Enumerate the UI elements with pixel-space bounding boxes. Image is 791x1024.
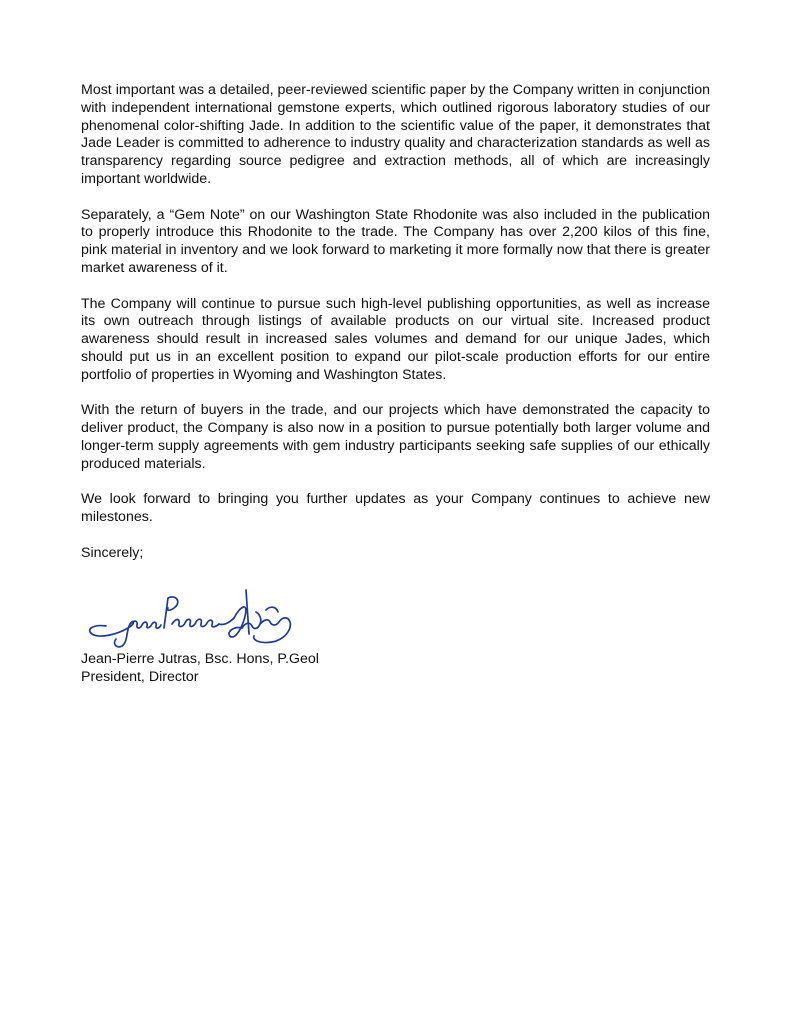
- signature-block: [81, 651, 319, 687]
- handwritten-signature: [84, 584, 304, 652]
- paragraph-future-updates: We look forward to bringing you further updates as your Company continues to achieve new milestones.: [81, 491, 710, 526]
- signer-title: President, Director: [81, 668, 199, 685]
- paragraph-gem-note: Separately, a “Gem Note” on our Washington State Rhodonite was also included in the publication to properly introduce this Rhodonite to the trade. The Company has over 2,200 kilos of this fine, pink material in inventory and we look forward to marketing it more formally now that there is greater market awareness of it.: [81, 206, 710, 276]
- paragraph-supply-agreements: With the return of buyers in the trade, and our projects which have demonstrated the capacity to deliver product, the Company is also now in a position to pursue potentially both larger volume and longer-term supply agreements with gem industry participants seeking safe supplies of our ethically produced materials.: [81, 402, 710, 472]
- signer-name: Jean-Pierre Jutras, Bsc. Hons, P.Geol: [81, 651, 319, 667]
- paragraph-publishing-outreach: The Company will continue to pursue such high-level publishing opportunities, as well as increase its own outreach through listings of available products on our virtual site. Increased product awareness should result in increased sales volumes and demand for our unique Jades, which should put us in an excellent position to expand our pilot-scale production efforts for our entire portfolio of properties in Wyoming and Washington States.: [81, 295, 710, 383]
- paragraph-scientific-paper: Most important was a detailed, peer-reviewed scientific paper by the Company written in conjunction with independent international gemstone experts, which outlined rigorous laboratory studies of our phenomenal color-shifting Jade. In addition to the scientific value of the paper, it demonstrates that Jade Leader is committed to adherence to industry quality and characterization standards as well as transparency regarding source pedigree and extraction methods, all of which are increasingly important worldwide.: [81, 82, 710, 187]
- letter-body: [81, 82, 710, 563]
- closing-salutation: Sincerely;: [81, 544, 144, 561]
